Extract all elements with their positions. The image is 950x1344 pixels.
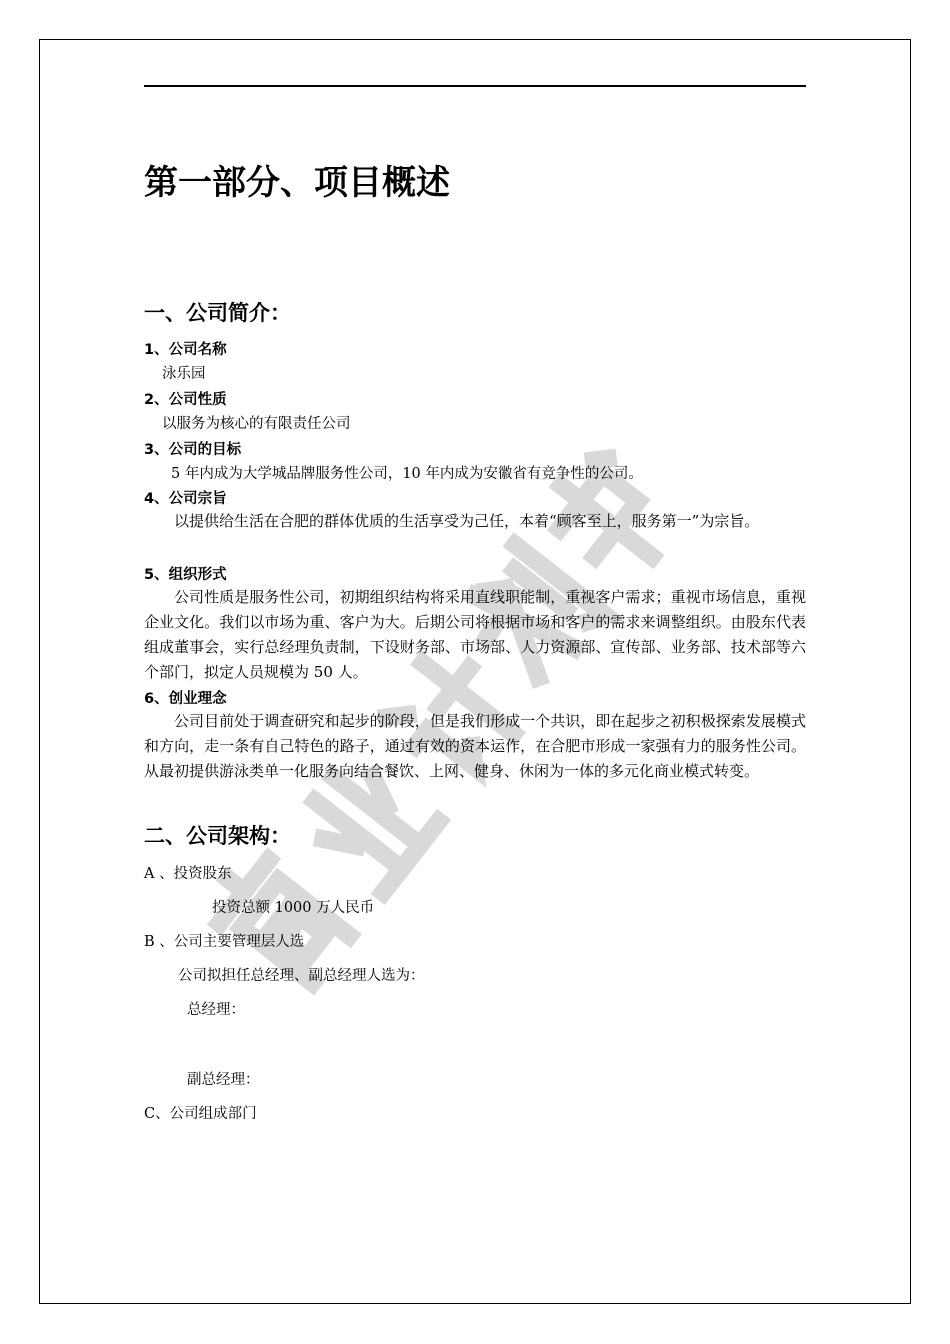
vice-general-manager-label: 副总经理： bbox=[187, 1072, 260, 1088]
item-label-founding-philosophy: 6、创业理念 bbox=[144, 691, 227, 707]
structure-b-label: B 、公司主要管理层人选 bbox=[144, 934, 305, 950]
item-label-company-tenet: 4、公司宗旨 bbox=[144, 491, 227, 507]
item-text-company-name: 泳乐园 bbox=[162, 366, 206, 382]
structure-a-text: 投资总额 1000 万人民币 bbox=[212, 900, 375, 916]
item-text-org-form: 公司性质是服务性公司，初期组织结构将采用直线职能制，重视客户需求；重视市场信息，重视企业文化。我们以市场为重、客户为大。后期公司将根据市场和客户的需求来调整组织。由股东代表组成董事会，实行总经理负责制，下设财务部、市场部、人力资源部、宣传部、业务部、技术部等六个部门，拟定人员规模为 50 人。 bbox=[144, 588, 806, 681]
structure-b-text: 公司拟担任总经理、副总经理人选为： bbox=[178, 968, 425, 984]
item-text-company-nature: 以服务为核心的有限责任公司 bbox=[162, 416, 351, 432]
section-heading-company-intro: 一、公司简介： bbox=[144, 301, 291, 325]
item-text-company-goal: 5 年内成为大学城品牌服务性公司，10 年内成为安徽省有竞争性的公司。 bbox=[171, 466, 643, 482]
item-label-company-name: 1、公司名称 bbox=[144, 342, 227, 358]
item-label-company-goal: 3、公司的目标 bbox=[144, 442, 242, 458]
page-title: 第一部分、项目概述 bbox=[144, 163, 450, 203]
section-heading-company-structure: 二、公司架构： bbox=[144, 824, 291, 848]
item-label-company-nature: 2、公司性质 bbox=[144, 392, 227, 408]
structure-a-label: A 、投资股东 bbox=[144, 866, 232, 882]
item-label-org-form: 5、组织形式 bbox=[144, 567, 227, 583]
structure-c-label: C、公司组成部门 bbox=[144, 1106, 257, 1122]
general-manager-label: 总经理： bbox=[187, 1002, 245, 1018]
item-text-founding-philosophy: 公司目前处于调查研究和起步的阶段，但是我们形成一个共识，即在起步之初积极探索发展模式和方向，走一条有自己特色的路子，通过有效的资本运作，在合肥市形成一家强有力的服务性公司。从最初提供游泳类单一化服务向结合餐饮、上网、健身、休闲为一体的多元化商业模式转变。 bbox=[144, 712, 806, 780]
header-rule bbox=[144, 85, 806, 87]
item-text-company-tenet: 以提供给生活在合肥的群体优质的生活享受为己任，本着“顾客至上，服务第一”为宗旨。 bbox=[174, 512, 760, 530]
